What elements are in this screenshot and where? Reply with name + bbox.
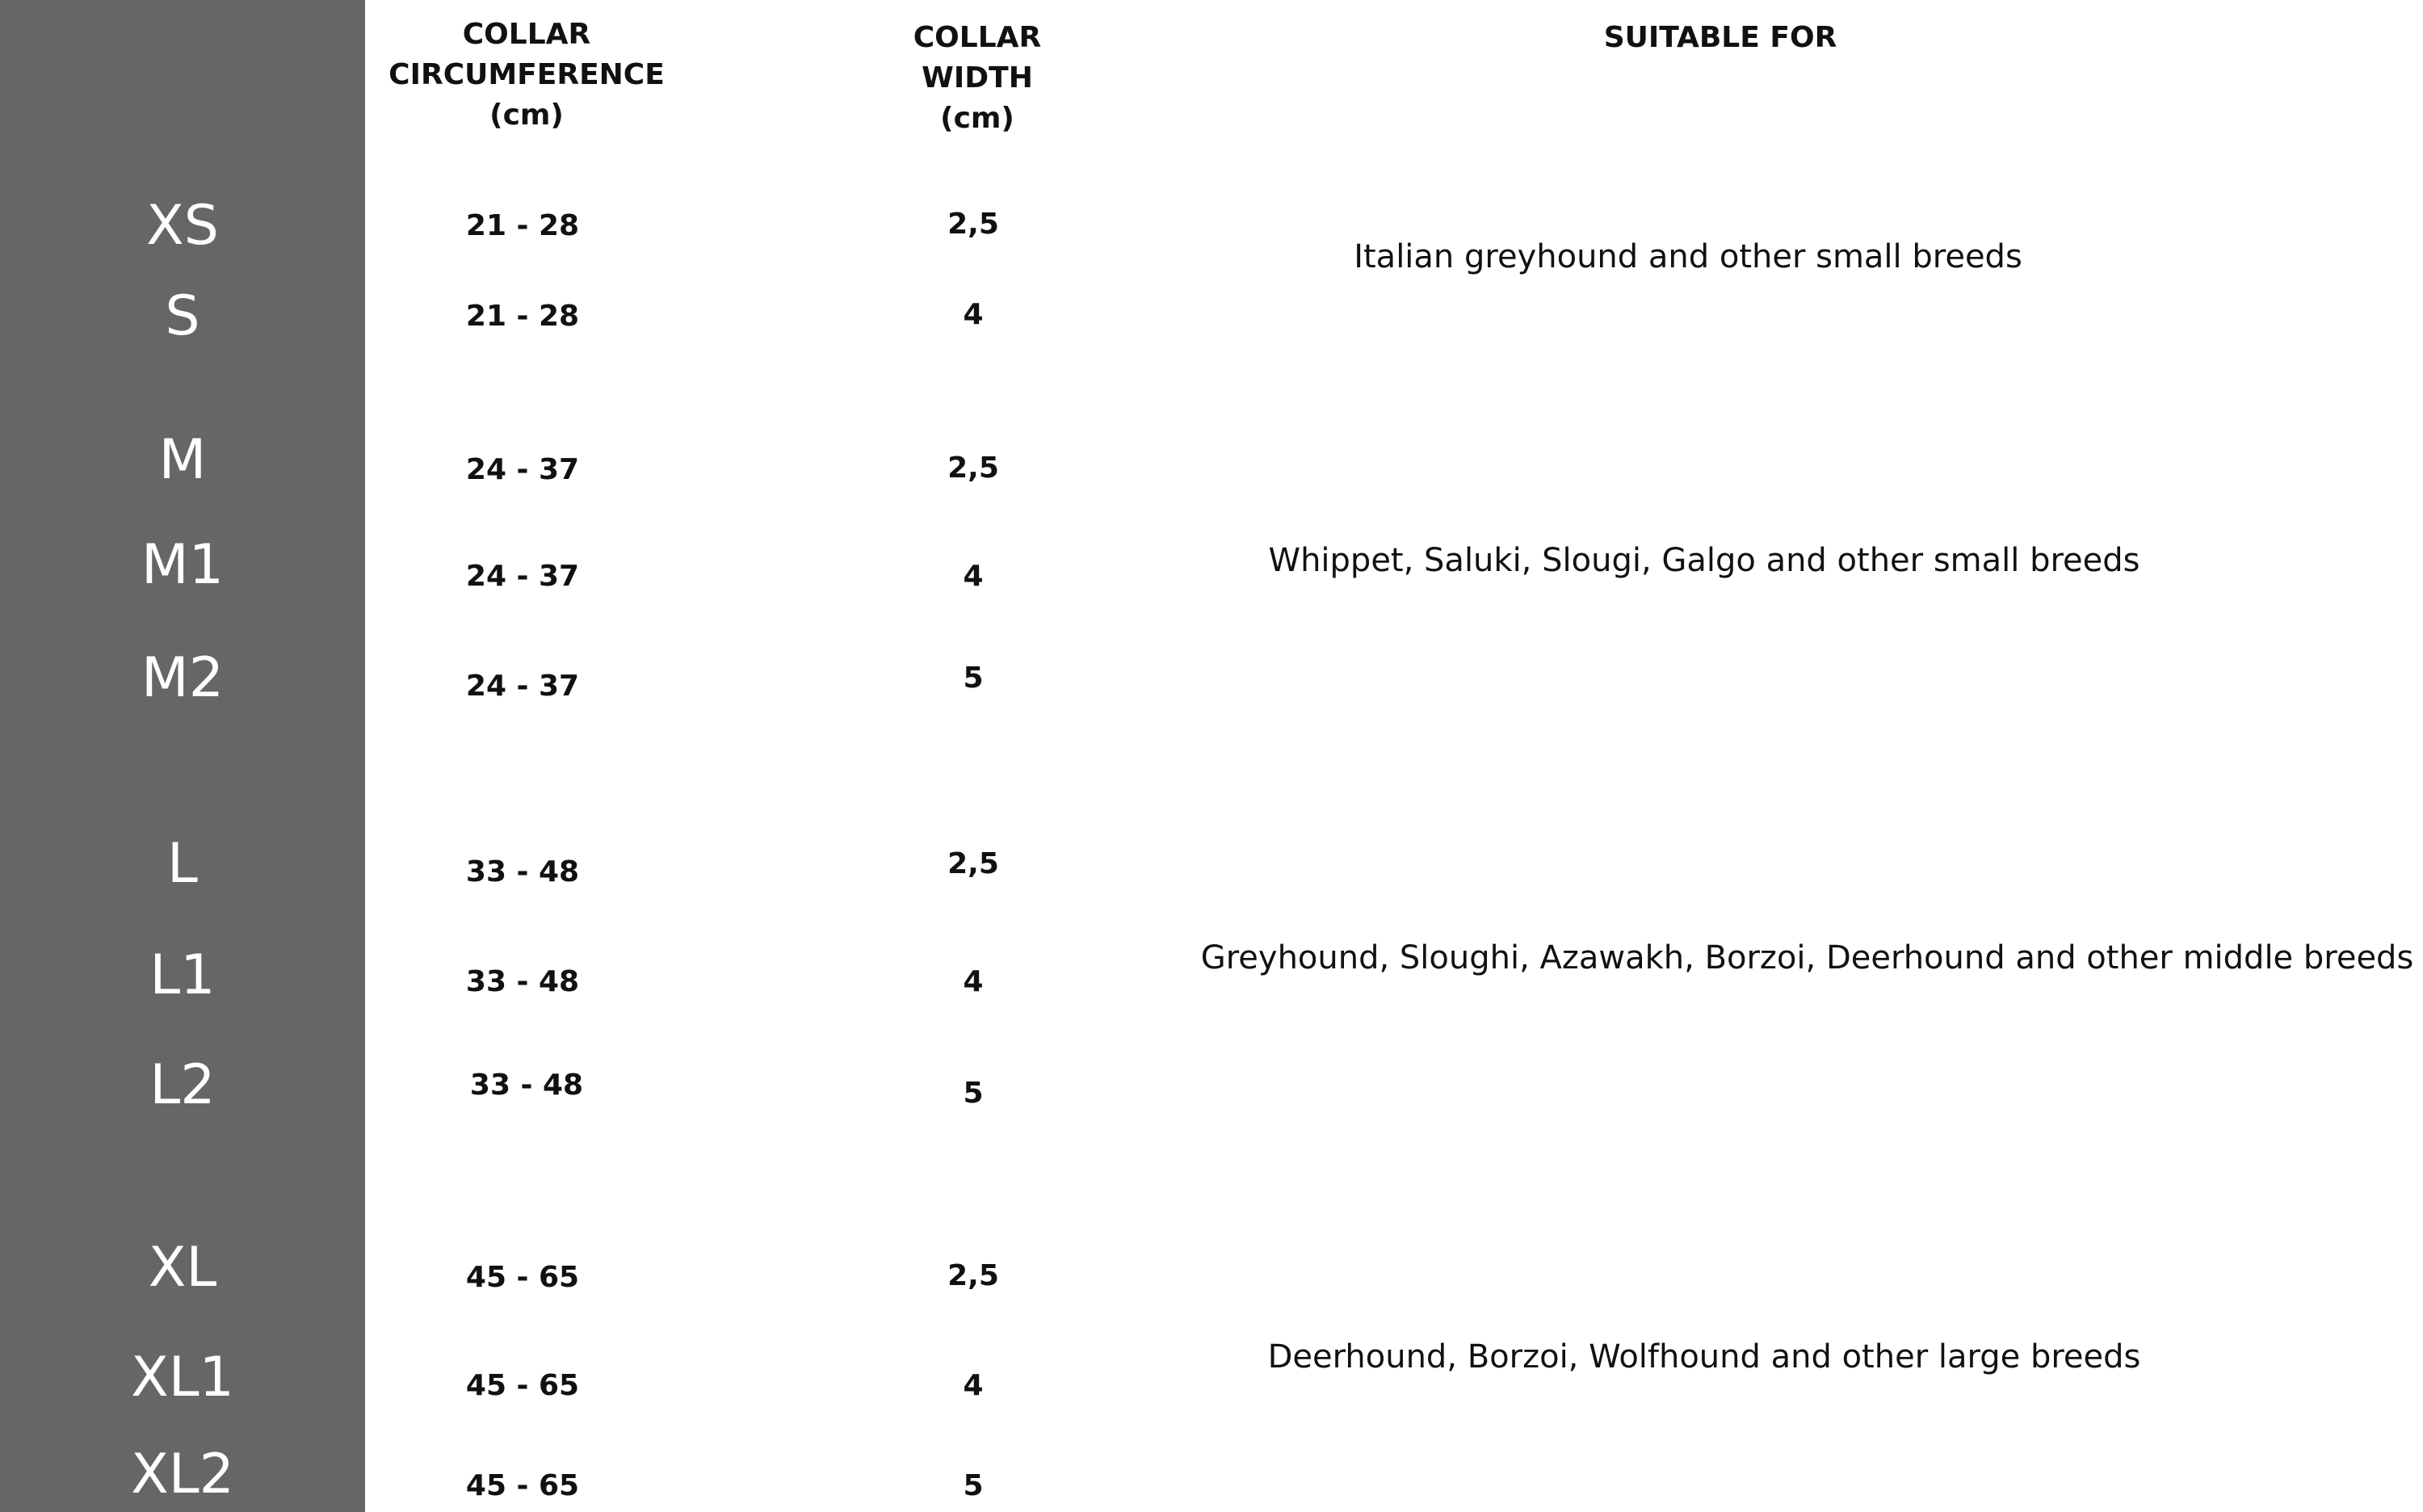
circumference-cell: 24 - 37 [465, 670, 580, 703]
header-line: (cm) [489, 99, 564, 132]
size-label: M2 [141, 646, 224, 710]
width-cell: 2,5 [947, 847, 999, 880]
width-cell: 5 [963, 1077, 984, 1110]
size-label: M [158, 428, 207, 492]
circumference-cell: 33 - 48 [465, 965, 580, 998]
size-label: XS [146, 194, 219, 258]
header-line: WIDTH [922, 61, 1033, 94]
width-cell: 5 [963, 662, 984, 695]
breed-group-large: Deerhound, Borzoi, Wolfhound and other large breeds [1267, 1338, 2141, 1376]
size-label: S [165, 284, 200, 348]
size-label: L2 [149, 1053, 216, 1117]
width-cell: 2,5 [947, 208, 999, 241]
circumference-cell: 24 - 37 [465, 560, 580, 593]
header-line: COLLAR [462, 18, 591, 51]
header-line: CIRCUMFERENCE [388, 58, 665, 91]
circumference-cell: 33 - 48 [469, 1069, 584, 1102]
breed-group-small: Italian greyhound and other small breeds [1354, 238, 2022, 275]
circumference-cell: 45 - 65 [465, 1369, 580, 1402]
circumference-cell: 33 - 48 [465, 855, 580, 888]
width-cell: 4 [963, 1369, 984, 1402]
size-label: XL2 [131, 1443, 234, 1506]
header-line: (cm) [940, 102, 1014, 135]
header-collar-width [872, 18, 1082, 139]
width-cell: 4 [963, 298, 984, 331]
breed-group-middle: Greyhound, Sloughi, Azawakh, Borzoi, Deerhound and other middle breeds [1200, 939, 2414, 976]
breed-group-small-2: Whippet, Saluki, Slougi, Galgo and other small breeds [1268, 542, 2140, 579]
size-label: M1 [141, 533, 224, 597]
circumference-cell: 45 - 65 [465, 1469, 580, 1502]
size-label: XL [148, 1236, 217, 1300]
size-label: L1 [149, 943, 216, 1007]
width-cell: 5 [963, 1469, 984, 1502]
width-cell: 4 [963, 560, 984, 593]
size-label: L [167, 832, 198, 896]
circumference-cell: 21 - 28 [465, 209, 580, 242]
header-collar-circumference [365, 15, 688, 136]
header-line: COLLAR [913, 21, 1042, 54]
width-cell: 2,5 [947, 452, 999, 485]
width-cell: 2,5 [947, 1259, 999, 1292]
circumference-cell: 45 - 65 [465, 1261, 580, 1294]
size-label: XL1 [131, 1346, 234, 1409]
header-line: SUITABLE FOR [1603, 21, 1837, 54]
circumference-cell: 21 - 28 [465, 300, 580, 333]
circumference-cell: 24 - 37 [465, 453, 580, 486]
width-cell: 4 [963, 965, 984, 998]
header-suitable-for [1535, 18, 1906, 58]
